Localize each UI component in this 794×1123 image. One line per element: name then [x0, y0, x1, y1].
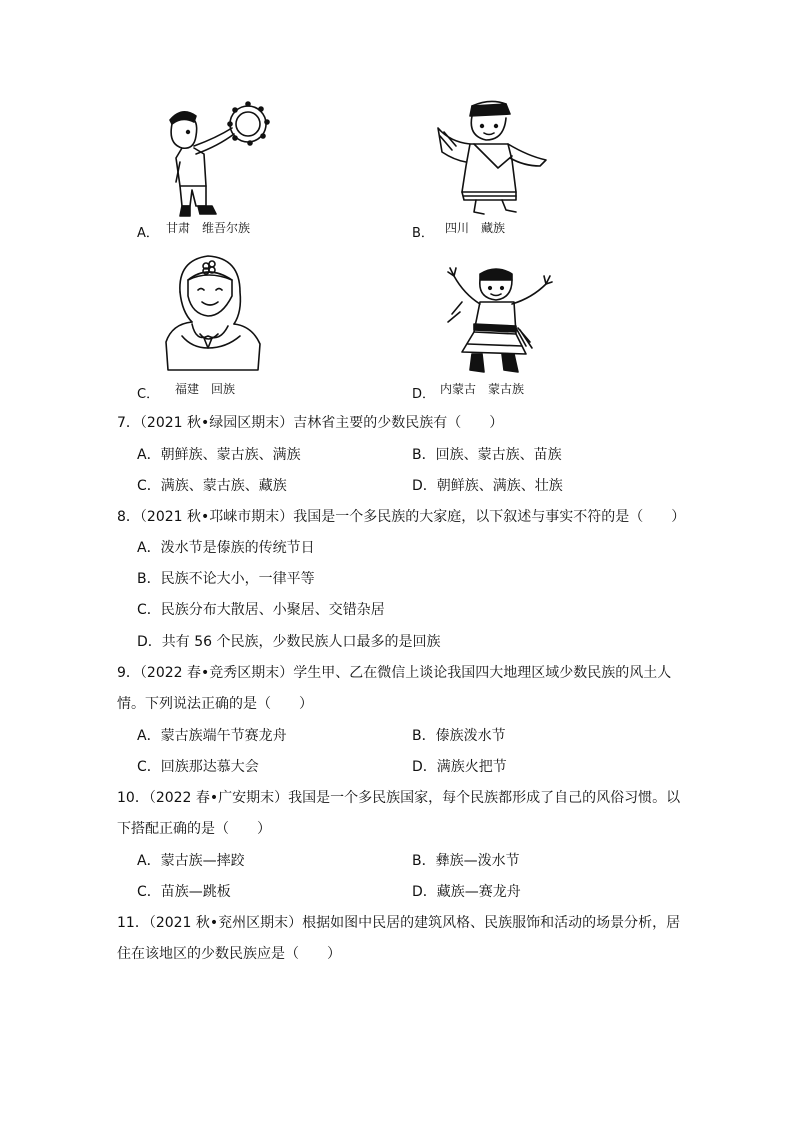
- question-8-option-b[interactable]: B．民族不论大小，一律平等: [137, 571, 315, 587]
- figure-caption-b: 四川 藏族: [445, 221, 506, 235]
- tibetan-dancer-figure: [432, 96, 552, 221]
- figure-caption-d: 内蒙古 蒙古族: [440, 382, 525, 396]
- option-letter-a: A．: [137, 226, 159, 241]
- question-7-option-a[interactable]: A．朝鲜族、蒙古族、满族: [137, 447, 301, 463]
- question-11-stem-line-1: 11．（2021 秋•兖州区期末）根据如图中民居的建筑风格、民族服饰和活动的场景分析，居: [117, 915, 681, 931]
- question-10-option-b[interactable]: B．彝族—泼水节: [412, 853, 520, 869]
- question-11-stem-line-2: 住在该地区的少数民族应是（ ）: [117, 946, 341, 962]
- question-9-option-a[interactable]: A．蒙古族端午节赛龙舟: [137, 728, 287, 744]
- question-7-option-c[interactable]: C．满族、蒙古族、藏族: [137, 478, 287, 494]
- option-letter-c: C．: [137, 387, 160, 402]
- question-9-stem-line-2: 情。下列说法正确的是（ ）: [117, 696, 313, 712]
- question-10-option-d[interactable]: D．藏族—赛龙舟: [412, 884, 521, 900]
- question-7-option-d[interactable]: D．朝鲜族、满族、壮族: [412, 478, 563, 494]
- hui-woman-figure: [162, 252, 272, 380]
- question-7-option-b[interactable]: B．回族、蒙古族、苗族: [412, 447, 562, 463]
- question-9-option-c[interactable]: C．回族那达慕大会: [137, 759, 259, 775]
- question-10-option-a[interactable]: A．蒙古族—摔跤: [137, 853, 245, 869]
- question-8-option-c[interactable]: C．民族分布大散居、小聚居、交错杂居: [137, 602, 385, 618]
- question-9-stem-line-1: 9．（2022 春•竞秀区期末）学生甲、乙在微信上谈论我国四大地理区域少数民族的风土人: [117, 665, 672, 681]
- uyghur-dancer-figure: [160, 98, 275, 223]
- mongolian-dancer-figure: [440, 262, 560, 380]
- figure-caption-a: 甘肃 维吾尔族: [166, 221, 251, 235]
- question-8-option-a[interactable]: A．泼水节是傣族的传统节日: [137, 540, 315, 556]
- question-9-option-b[interactable]: B．傣族泼水节: [412, 728, 506, 744]
- option-letter-d: D．: [412, 387, 436, 402]
- question-10-stem-line-1: 10．（2022 春•广安期末）我国是一个多民族国家，每个民族都形成了自己的风俗习惯。以: [117, 790, 681, 806]
- question-7-stem: 7．（2021 秋•绿园区期末）吉林省主要的少数民族有（ ）: [117, 415, 504, 431]
- option-letter-b: B．: [412, 226, 434, 241]
- figure-caption-c: 福建 回族: [175, 382, 236, 396]
- question-10-option-c[interactable]: C．苗族—跳板: [137, 884, 231, 900]
- question-10-stem-line-2: 下搭配正确的是（ ）: [117, 821, 271, 837]
- question-8-option-d[interactable]: D．共有 56 个民族，少数民族人口最多的是回族: [137, 634, 441, 650]
- question-9-option-d[interactable]: D．满族火把节: [412, 759, 507, 775]
- question-8-stem: 8．（2021 秋•邛崃市期末）我国是一个多民族的大家庭，以下叙述与事实不符的是（ ）: [117, 509, 686, 525]
